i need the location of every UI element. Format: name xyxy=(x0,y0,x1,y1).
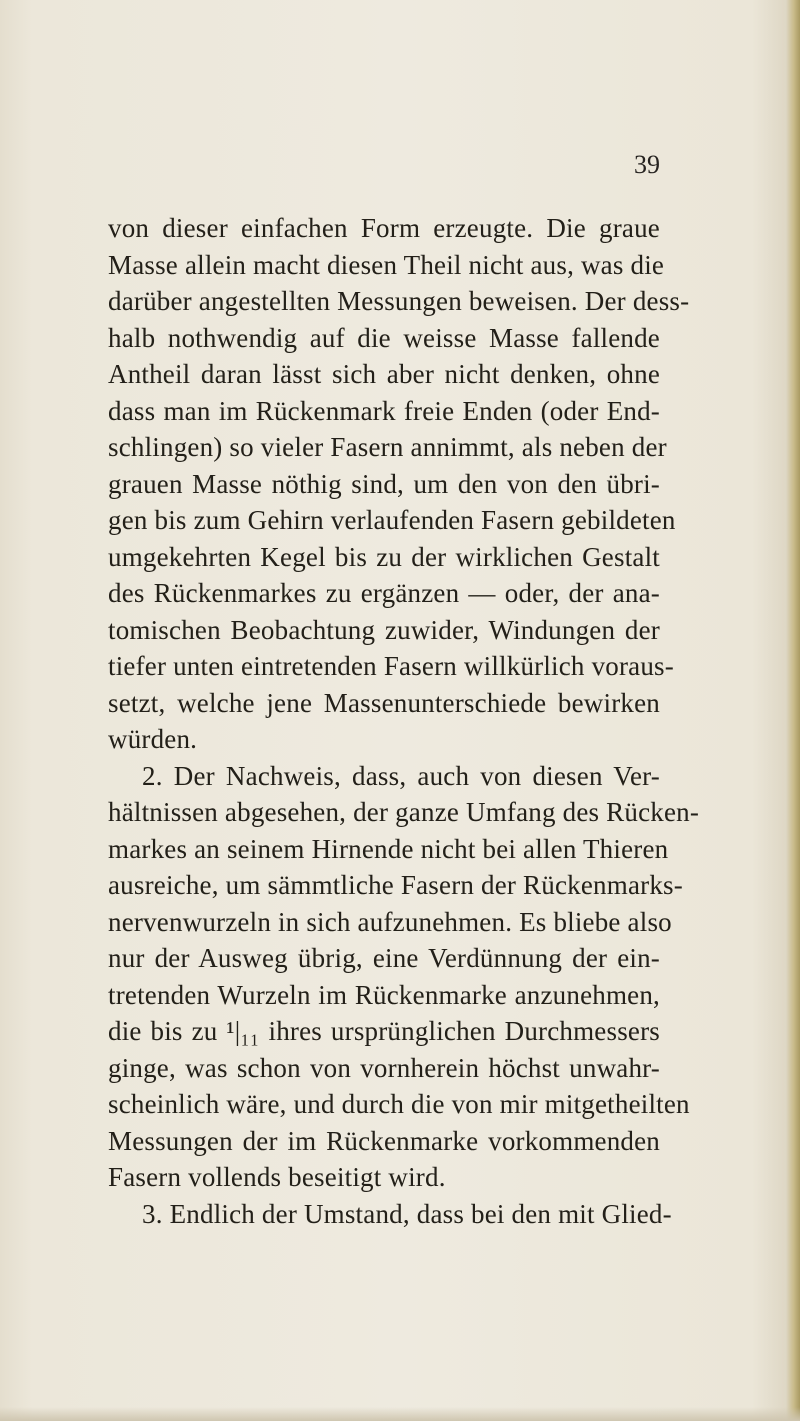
text-line: des Rückenmarkes zu ergänzen — oder, der ana- xyxy=(108,578,660,608)
text-line: 3. Endlich der Umstand, dass bei den mit Glied- xyxy=(142,1198,672,1229)
text-line: gen bis zum Gehirn verlaufenden Fasern gebildeten xyxy=(108,505,676,535)
text-line: dass man im Rückenmark freie Enden (oder End- xyxy=(108,395,660,426)
text-line: 2. Der Nachweis, dass, auch von diesen Ver- xyxy=(142,760,660,791)
page-number: 39 xyxy=(634,150,660,179)
text-line: würden. xyxy=(108,724,198,754)
text-line: schlingen) so vieler Fasern annimmt, als neben der xyxy=(108,432,667,462)
text-line: Antheil daran lässt sich aber nicht denken, ohne xyxy=(108,359,660,389)
text-line: halb nothwendig auf die weisse Masse fallende xyxy=(108,322,660,353)
text-line: hältnissen abgesehen, der ganze Umfang des Rücken- xyxy=(108,797,700,827)
text-line: grauen Masse nöthig sind, um den von den übri- xyxy=(108,468,660,499)
page-edge-right xyxy=(786,0,800,1421)
text-line: ausreiche, um sämmtliche Fasern der Rückenmarks- xyxy=(108,870,683,900)
text-line: darüber angestellten Messungen beweisen. Der dess- xyxy=(108,286,690,316)
page-edge-bottom xyxy=(0,1407,800,1421)
text-line: umgekehrten Kegel bis zu der wirklichen Gestalt xyxy=(108,541,660,572)
text-line: Fasern vollends beseitigt wird. xyxy=(108,1162,446,1192)
text-line: die bis zu ¹|₁₁ ihres ursprünglichen Durchmessers xyxy=(108,1016,660,1046)
text-line: nervenwurzeln in sich aufzunehmen. Es bliebe also xyxy=(108,906,672,937)
text-line: markes an seinem Hirnende nicht bei allen Thieren xyxy=(108,833,669,864)
text-line: Messungen der im Rückenmarke vorkommenden xyxy=(108,1125,660,1156)
text-line: tiefer unten eintretenden Fasern willkürlich voraus- xyxy=(108,651,674,681)
text-line: Masse allein macht diesen Theil nicht aus, was die xyxy=(108,249,665,280)
body-text xyxy=(108,210,700,1232)
text-line: ginge, was schon von vornherein höchst unwahr- xyxy=(108,1052,660,1083)
text-line: setzt, welche jene Massenunterschiede bewirken xyxy=(108,687,660,718)
text-line: von dieser einfachen Form erzeugte. Die graue xyxy=(108,213,660,243)
text-line: nur der Ausweg übrig, eine Verdünnung der ein- xyxy=(108,943,660,973)
text-line: scheinlich wäre, und durch die von mir mitgetheilten xyxy=(108,1089,690,1119)
text-line: tomischen Beobachtung zuwider, Windungen der xyxy=(108,614,660,645)
text-line: tretenden Wurzeln im Rückenmarke anzunehmen, xyxy=(108,979,660,1010)
